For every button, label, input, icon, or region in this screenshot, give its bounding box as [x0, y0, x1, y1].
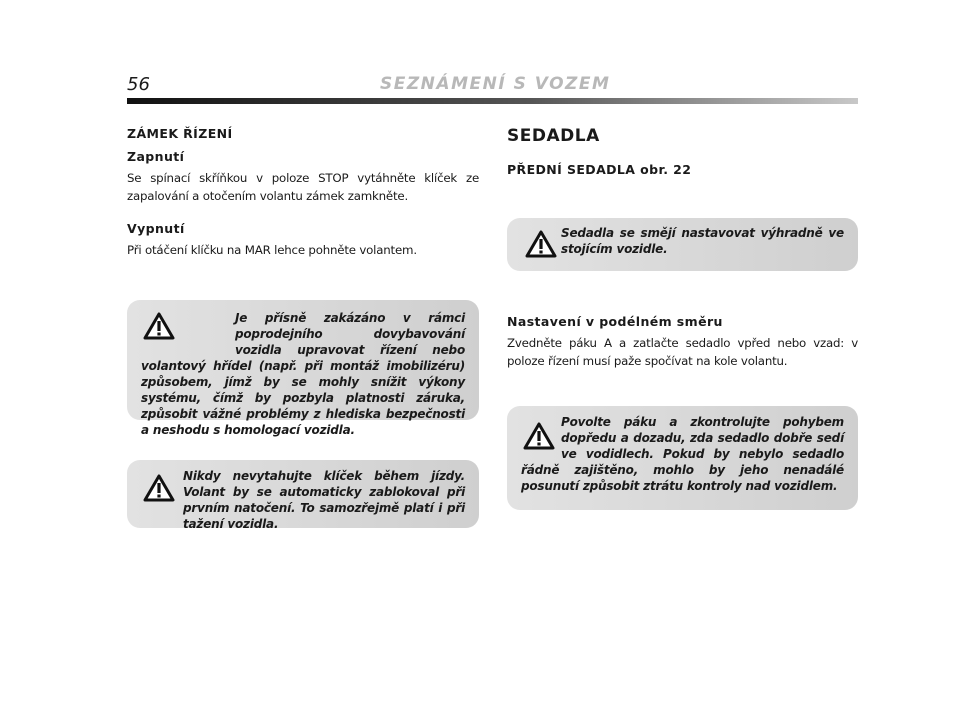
warning-box-modification: [127, 300, 479, 437]
longitudinal-text: Zvedněte páku A a zatlačte sedadlo vpřed nebo vzad: v poloze řízení musí paže spočívat na kole volantu.: [507, 336, 858, 368]
lock-off-title: Vypnutí: [127, 221, 185, 236]
front-seats-title: PŘEDNÍ SEDADLA obr. 22: [507, 162, 692, 177]
header-rule: [127, 98, 858, 104]
warning-box-seat-adjust: [507, 218, 858, 271]
warning-triangle-icon: [525, 230, 557, 258]
warning-key-text: Nikdy nevytahujte klíček během jízdy. Volant by se automaticky zablokoval při prvním natočení. To samozřejmě platí i při tažení vozidla.: [183, 469, 465, 531]
right-column: [507, 126, 858, 177]
warning-lever-text: Povolte páku a zkontrolujte pohybem dopředu a dozadu, zda sedadlo dobře sedí ve vodidlech. Pokud by nebylo sedadlo řádně zajištěno, mohlo by jeho nenadálé posunutí způsobit ztrátu kontroly nad vozidlem.: [521, 415, 844, 493]
lock-on-title: Zapnutí: [127, 149, 185, 164]
longitudinal-section: [507, 314, 858, 370]
longitudinal-title: Nastavení v podélném směru: [507, 314, 723, 329]
chapter-title: SEZNÁMENÍ S VOZEM: [380, 74, 611, 94]
warning-modification-text: Je přísně zakázáno v rámci poprodejního dovybavování vozidla upravovat řízení nebo volantový hřídel (např. při montáž imobilizéru) způsobem, jímž by se mohly snížit výkony systému, čímž by pozbyla platnosti záruka, způsobit vážné problémy z hlediska bezpečnosti a neshodu s homologací vozidla.: [141, 311, 465, 437]
lock-off-text: Při otáčení klíčku na MAR lehce pohněte volantem.: [127, 243, 417, 257]
warning-triangle-icon: [143, 474, 175, 502]
left-column: [127, 126, 479, 259]
warning-seat-adjust-text: Sedadla se smějí nastavovat výhradně ve stojícím vozidle.: [561, 226, 844, 256]
page-number: 56: [127, 74, 150, 95]
warning-box-lever: [507, 406, 858, 510]
warning-triangle-icon: [143, 312, 175, 340]
warning-triangle-icon: [523, 422, 555, 450]
warning-box-key: [127, 460, 479, 531]
steering-lock-title: ZÁMEK ŘÍZENÍ: [127, 126, 233, 141]
lock-on-text: Se spínací skříňkou v poloze STOP vytáhněte klíček ze zapalování a otočením volantu zámek zamkněte.: [127, 171, 479, 203]
seats-title: SEDADLA: [507, 126, 600, 146]
